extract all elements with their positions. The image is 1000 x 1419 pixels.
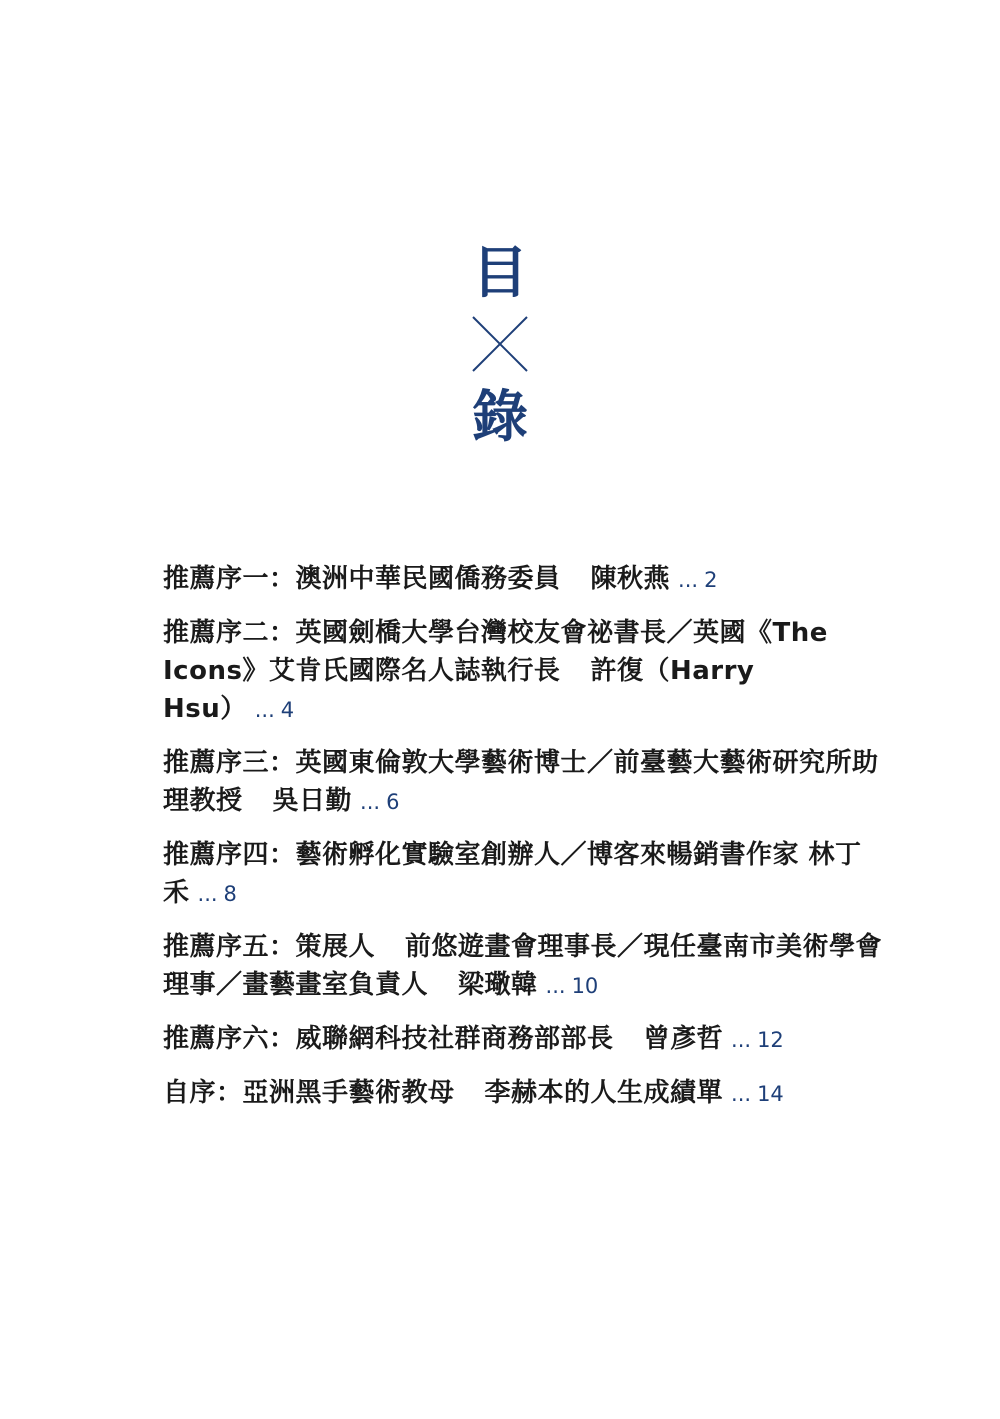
toc-entry-title: 推薦序四：藝術孵化實驗室創辦人／博客來暢銷書作家 林丁禾 — [163, 840, 862, 908]
toc-entry-title: 推薦序五：策展人 — [163, 932, 376, 962]
toc-entry[interactable] — [163, 1020, 893, 1059]
toc-entry-title: 推薦序六：威聯網科技社群商務部部長 — [163, 1024, 614, 1054]
toc-entry-dots: ... — [197, 882, 218, 906]
toc-entry-page-number: 8 — [223, 882, 237, 906]
toc-entry-dots: ... — [731, 1082, 752, 1106]
toc-entry[interactable] — [163, 744, 893, 821]
toc-entry-title: 推薦序一：澳洲中華民國僑務委員 — [163, 564, 561, 594]
toc-entry-dots: ... — [731, 1028, 752, 1052]
toc-entry-dots: ... — [545, 974, 566, 998]
toc-entry-author: 李赫本的人生成績單 — [484, 1078, 724, 1108]
toc-title-top-char: 目 — [472, 241, 528, 306]
toc-entry-author: 吳日勤 — [272, 786, 353, 816]
toc-entry-author: 梁璥韓 — [458, 970, 538, 1000]
toc-title-bottom-char: 錄 — [472, 385, 528, 450]
toc-entry[interactable] — [163, 560, 893, 599]
toc-entry[interactable] — [163, 1074, 893, 1113]
toc-entry-dots: ... — [360, 790, 381, 814]
toc-entry-page-number: 10 — [571, 974, 599, 998]
toc-entry-dots: ... — [254, 698, 275, 722]
toc-entry-author: 陳秋燕 — [590, 564, 671, 594]
toc-entry[interactable] — [163, 614, 893, 729]
toc-entry-title: 推薦序三：英國東倫敦大學藝術博士／前臺藝大藝術研究所助理教授 — [163, 748, 879, 816]
cross-icon — [471, 315, 529, 373]
toc-entry-title: 推薦序二：英國劍橋大學台灣校友會祕書長／英國《The Icons》艾肯氏國際名人誌執行長 — [163, 618, 828, 686]
toc-entry-author: 曾彥哲 — [643, 1024, 724, 1054]
toc-list — [163, 560, 893, 1128]
toc-entry-page-number: 4 — [280, 698, 295, 722]
toc-entry-subtitle: 前悠遊畫會理事長／現任臺南市美術學會理事／畫藝畫室負責人 — [163, 932, 883, 1000]
toc-entry-page-number: 2 — [704, 568, 718, 592]
toc-entry-page-number: 12 — [757, 1028, 784, 1052]
toc-entry-title: 自序：亞洲黑手藝術教母 — [163, 1078, 455, 1108]
toc-entry[interactable] — [163, 928, 893, 1005]
toc-entry-dots: ... — [678, 568, 699, 592]
toc-entry[interactable] — [163, 836, 893, 913]
toc-entry-author: 許復（Harry Hsu） — [163, 656, 755, 724]
toc-entry-page-number: 6 — [386, 790, 400, 814]
toc-entry-page-number: 14 — [757, 1082, 784, 1106]
